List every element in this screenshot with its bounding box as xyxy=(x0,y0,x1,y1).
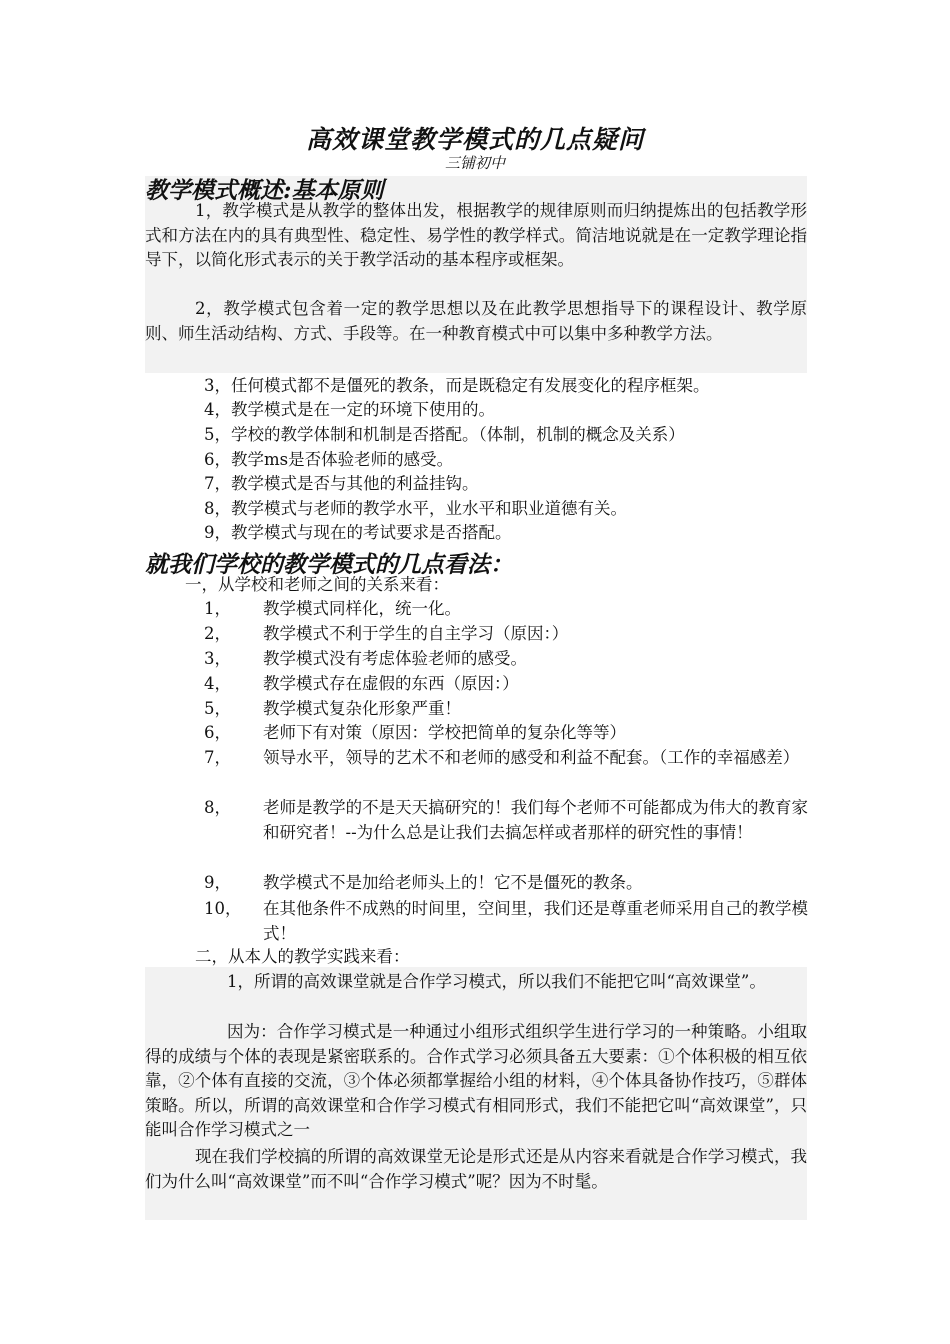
list-item-text: 老师下有对策（原因：学校把简单的复杂化等等） xyxy=(263,723,626,742)
list-item-number: 1， xyxy=(204,599,231,618)
principle-item: 5，学校的教学体制和机制是否搭配。（体制，机制的概念及关系） xyxy=(204,425,685,444)
principle-item: 8，教学模式与老师的教学水平，业水平和职业道德有关。 xyxy=(204,499,627,518)
list-item-text: 教学模式同样化，统一化。 xyxy=(263,599,461,618)
list-item-number: 9， xyxy=(204,873,231,892)
principle-item: 6，教学ms是否体验老师的感受。 xyxy=(204,450,454,469)
list-item-number: 5， xyxy=(204,699,231,718)
list-item-text: 教学模式存在虚假的东西（原因：） xyxy=(263,674,519,693)
list-item-number: 8， xyxy=(204,798,231,817)
list-item-text: 教学模式不利于学生的自主学习（原因：） xyxy=(263,624,569,643)
section1-paragraph-2: 2，教学模式包含着一定的教学思想以及在此教学思想指导下的课程设计、教学原则、师生活动结构、方式、手段等。在一种教育模式中可以集中多种教学方法。 xyxy=(145,299,807,343)
principle-item: 3，任何模式都不是僵死的教条，而是既稳定有发展变化的程序框架。 xyxy=(204,376,710,395)
list-item-text: 教学模式没有考虑体验老师的感受。 xyxy=(263,649,527,668)
subsection-heading-2: 二，从本人的教学实践来看： xyxy=(195,947,410,966)
list-item-number: 7， xyxy=(204,748,231,767)
list-item-text: 教学模式不是加给老师头上的！它不是僵死的教条。 xyxy=(263,873,643,892)
practice-paragraph-2: 因为：合作学习模式是一种通过小组形式组织学生进行学习的一种策略。小组取得的成绩与个体的表现是紧密联系的。合作式学习必须具备五大要素：①个体积极的相互依靠，②个体有直接的交流，③个体必须都掌握给小组的材料，④个体具备协作技巧，⑤群体策略。所以，所谓的高效课堂和合作学习模式有相同形式，我们不能把它叫“高效课堂”，只能叫合作学习模式之一 xyxy=(145,1022,807,1139)
document-author: 三铺初中 xyxy=(444,154,505,172)
principle-item: 7，教学模式是否与其他的利益挂钩。 xyxy=(204,474,479,493)
list-item-text: 领导水平，领导的艺术不和老师的感受和利益不配套。（工作的幸福感差） xyxy=(263,748,800,767)
list-item-number: 6， xyxy=(204,723,231,742)
practice-paragraph-1: 1，所谓的高效课堂就是合作学习模式，所以我们不能把它叫“高效课堂”。 xyxy=(227,972,766,991)
section2-heading: 就我们学校的教学模式的几点看法： xyxy=(145,551,513,578)
subsection-heading-1: 一，从学校和老师之间的关系来看： xyxy=(185,575,449,594)
list-item-number: 2， xyxy=(204,624,231,643)
list-item-number: 3， xyxy=(204,649,231,668)
section1-paragraph-1: 1，教学模式是从教学的整体出发，根据教学的规律原则而归纳提炼出的包括教学形式和方法在内的具有典型性、稳定性、易学性的教学样式。简洁地说就是在一定教学理论指导下，以简化形式表示的关于教学活动的基本程序或框架。 xyxy=(145,201,807,269)
document-title: 高效课堂教学模式的几点疑问 xyxy=(305,125,644,154)
practice-paragraph-3: 现在我们学校搞的所谓的高效课堂无论是形式还是从内容来看就是合作学习模式，我们为什么叫“高效课堂”而不叫“合作学习模式”呢？因为不时髦。 xyxy=(145,1147,807,1191)
list-item-text: 在其他条件不成熟的时间里，空间里，我们还是尊重老师采用自己的教学模式！ xyxy=(263,899,808,943)
principle-item: 4，教学模式是在一定的环境下使用的。 xyxy=(204,400,495,419)
list-item-number: 4， xyxy=(204,674,231,693)
list-item-number: 10， xyxy=(204,899,242,918)
list-item-text: 老师是教学的不是天天搞研究的！我们每个老师不可能都成为伟大的教育家和研究者！--为什么总是让我们去搞怎样或者那样的研究性的事情！ xyxy=(263,798,808,842)
principle-item: 9，教学模式与现在的考试要求是否搭配。 xyxy=(204,523,512,542)
section1-heading: 教学模式概述:基本原则 xyxy=(145,177,384,204)
list-item-text: 教学模式复杂化形象严重！ xyxy=(263,699,461,718)
